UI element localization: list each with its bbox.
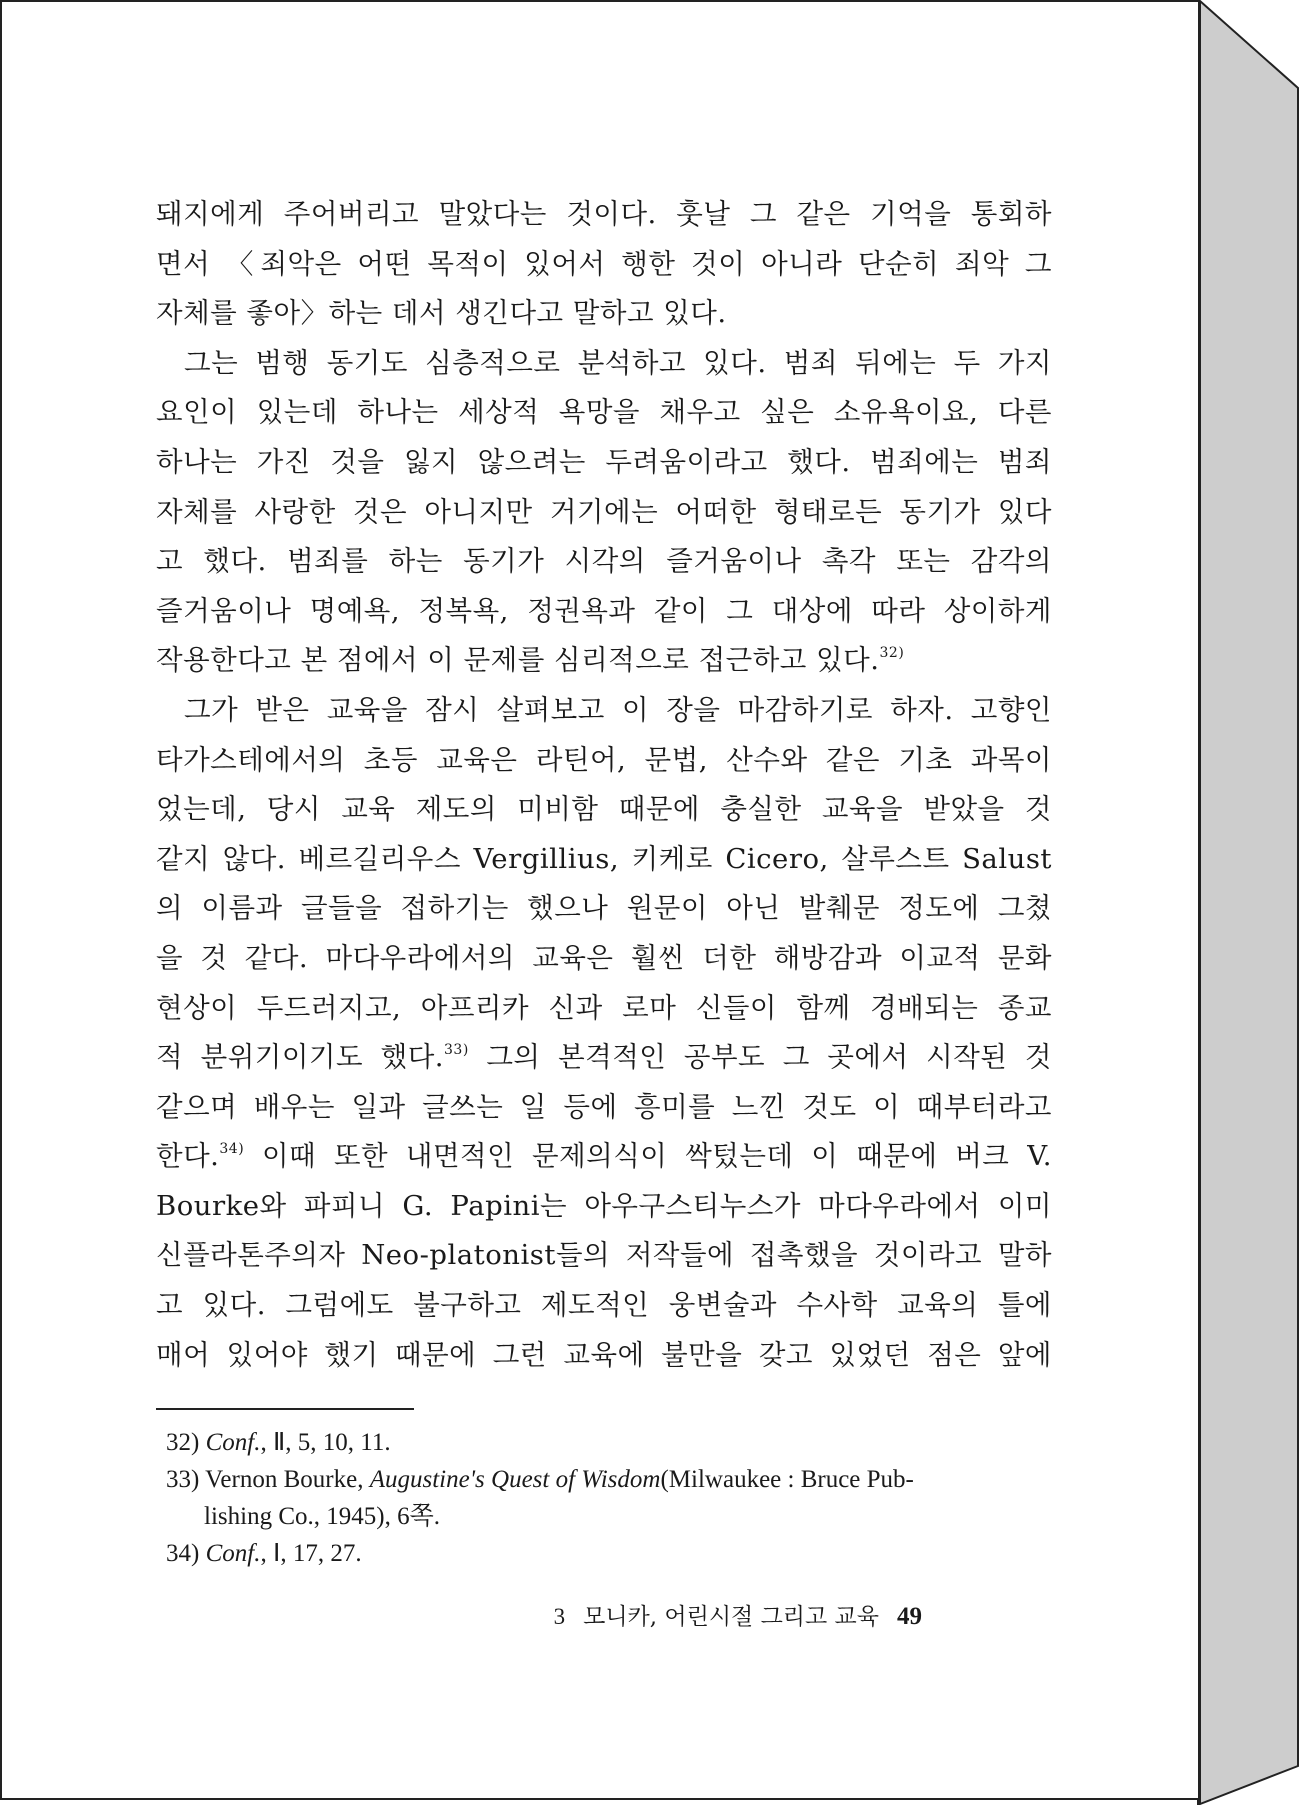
- footnote-title: Augustine's Quest of Wisdom: [369, 1466, 661, 1493]
- footnote-ref: 34): [219, 1141, 245, 1158]
- footnote-author: Vernon Bourke,: [205, 1466, 370, 1493]
- body-text: [156, 190, 1052, 1380]
- footnote-text: (Milwaukee : Bruce Pub-: [660, 1466, 914, 1493]
- text-line: 을 것 같다. 마다우라에서의 교육은 훨씬 더한 해방감과 이교적 문화: [156, 941, 1052, 974]
- footnote-ref: 32): [879, 645, 905, 662]
- page-number: 49: [897, 1603, 922, 1630]
- text-line: 돼지에게 주어버리고 말았다는 것이다. 훗날 그 같은 기억을 통회하: [156, 198, 1052, 230]
- text-line: 하나는 가진 것을 잃지 않으려는 두려움이라고 했다. 범죄에는 범죄: [156, 445, 1052, 478]
- footnote-33-continued: [166, 1498, 1052, 1535]
- text-line: Bourke와 파피니 G. Papini는 아우구스티누스가 마다우라에서 이미: [156, 1189, 1052, 1222]
- footnote-title: Conf.: [205, 1429, 261, 1456]
- text-line: 같지 않다. 베르길리우스 Vergillius, 키케로 Cicero, 살루스트 Salust: [156, 842, 1052, 875]
- text-line: 의 이름과 글들을 접하기는 했으나 원문이 아닌 발췌문 정도에 그쳤: [156, 892, 1052, 925]
- text-line: 신플라톤주의자 Neo-platonist들의 저작들에 접촉했을 것이라고 말하: [156, 1239, 1052, 1272]
- text-line: 한다.$^{34)}$ 이때 또한 내면적인 문제의식이 싹텄는데 이 때문에 버크 V.: [156, 1140, 1052, 1173]
- text-line: 었는데, 당시 교육 제도의 미비함 때문에 충실한 교육을 받았을 것: [156, 793, 1052, 826]
- text-line: 그는 범행 동기도 심층적으로 분석하고 있다. 범죄 뒤에는 두 가지: [184, 346, 1052, 379]
- running-footer: [554, 1598, 922, 1631]
- footnote-text: , Ⅱ, 5, 10, 11.: [260, 1429, 391, 1456]
- text-line: 매어 있어야 했기 때문에 그런 교육에 불만을 갖고 있었던 점은 앞에: [156, 1338, 1052, 1371]
- chapter-title: 모니카, 어린시절 그리고 교육: [583, 1604, 879, 1630]
- footnote-ref: 33): [444, 1042, 469, 1059]
- text-line: 면서 〈죄악은 어떤 목적이 있어서 행한 것이 아니라 단순히 죄악 그: [156, 247, 1052, 280]
- footnote-number: 32): [166, 1429, 200, 1456]
- chapter-number: 3: [553, 1604, 566, 1629]
- text-line: 현상이 두드러지고, 아프리카 신과 로마 신들이 함께 경배되는 종교: [156, 991, 1052, 1024]
- text-line: 고 있다. 그럼에도 불구하고 제도적인 웅변술과 수사학 교육의 틀에: [156, 1289, 1052, 1322]
- footnote-divider: [156, 1408, 414, 1410]
- text-line: 그가 받은 교육을 잠시 살펴보고 이 장을 마감하기로 하자. 고향인: [184, 693, 1052, 726]
- text-line: 타가스테에서의 초등 교육은 라틴어, 문법, 산수와 같은 기초 과목이: [156, 743, 1052, 776]
- text-line: 적 분위기이기도 했다.$^{33)}$ 그의 본격적인 공부도 그 곳에서 시작된 것: [156, 1041, 1052, 1074]
- footnotes: [166, 1424, 1052, 1572]
- footnote-34: [166, 1535, 1052, 1572]
- text-line: 즐거움이나 명예욕, 정복욕, 정권욕과 같이 그 대상에 따라 상이하게: [156, 594, 1052, 627]
- footnote-text: , Ⅰ, 17, 27.: [260, 1540, 362, 1567]
- footnote-number: 34): [166, 1540, 200, 1567]
- text-line: 요인이 있는데 하나는 세상적 욕망을 채우고 싶은 소유욕이요, 다른: [156, 396, 1052, 429]
- text-line: 고 했다. 범죄를 하는 동기가 시각의 즐거움이나 촉각 또는 감각의: [156, 545, 1052, 578]
- text-line: 자체를 사랑한 것은 아니지만 거기에는 어떠한 형태로든 동기가 있다: [156, 495, 1052, 528]
- footnote-33: [166, 1461, 1052, 1498]
- footnote-number: 33): [166, 1466, 200, 1493]
- text-line: 자체를 좋아〉하는 데서 생긴다고 말하고 있다.: [156, 297, 727, 330]
- text-line: 같으며 배우는 일과 글쓰는 일 등에 흥미를 느낀 것도 이 때부터라고: [156, 1090, 1052, 1123]
- footnote-text: lishing Co., 1945), 6쪽.: [204, 1503, 440, 1530]
- footnote-title: Conf.: [205, 1540, 261, 1567]
- footnote-32: [166, 1424, 1052, 1461]
- text-line: 작용한다고 본 점에서 이 문제를 심리적으로 접근하고 있다.$^{32)}$: [156, 644, 905, 677]
